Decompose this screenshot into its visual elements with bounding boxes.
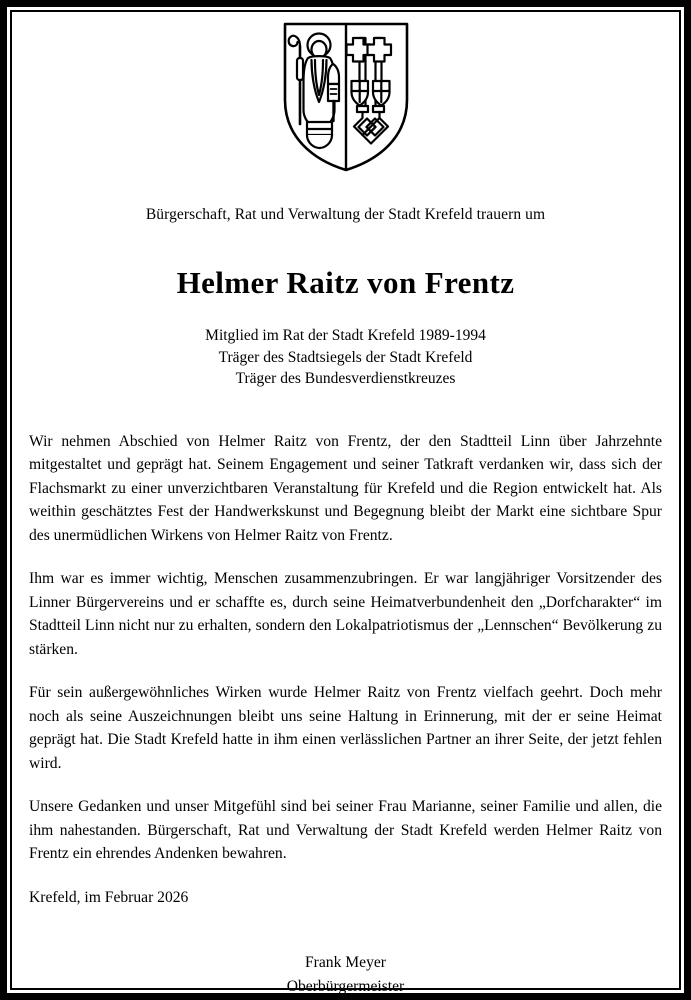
signatory-name: Frank Meyer	[305, 954, 386, 971]
crest-container	[29, 22, 662, 172]
krefeld-coat-of-arms-icon	[283, 22, 409, 172]
honors-list	[29, 325, 662, 390]
body-paragraph: Ihm war es immer wichtig, Menschen zusammenzubringen. Er war langjähriger Vorsitzender des Linner Bürgervereins und er schaffte es, durch seine Heimatverbundenheit den „Dorfcharakter“ im Stadtteil Linn nicht nur zu erhalten, sondern den Lokalpatriotismus der „Lennschen“ Bevölkerung zu stärken.	[29, 570, 662, 658]
signature-block	[29, 951, 662, 998]
honor-line: Mitglied im Rat der Stadt Krefeld 1989-1994	[205, 327, 486, 344]
honor-line: Träger des Stadtsiegels der Stadt Krefeld	[218, 348, 473, 366]
body-paragraph: Unsere Gedanken und unser Mitgefühl sind bei seiner Frau Marianne, seiner Familie und allen, die ihm nahestanden. Bürgerschaft, Rat und Verwaltung der Stadt Krefeld werden Helmer Raitz von Frentz ein ehrendes Andenken bewahren.	[29, 798, 662, 862]
lede-line: Bürgerschaft, Rat und Verwaltung der Stadt Krefeld trauern um	[145, 206, 546, 223]
body-text	[29, 430, 662, 910]
place-and-date: Krefeld, im Februar 2026	[29, 888, 189, 906]
honor-line: Träger des Bundesverdienstkreuzes	[235, 370, 456, 387]
notice-content	[12, 12, 679, 995]
body-paragraph: Wir nehmen Abschied von Helmer Raitz von Frentz, der den Stadtteil Linn über Jahrzehnte mitgestaltet und geprägt hat. Seinem Engagement und seiner Tatkraft verdanken wir, dass sich der Flachsmarkt zu einer unverzichtbaren Veranstaltung für Krefeld und die Region entwickelt hat. Als weithin geschätztes Fest der Handwerkskunst und Begegnung bleibt der Markt eine sichtbare Spur des unermüdlichen Wirkens von Helmer Raitz von Frentz.	[29, 432, 662, 544]
signatory-title: Oberbürgermeister	[286, 977, 405, 995]
body-paragraph: Für sein außergewöhnliches Wirken wurde Helmer Raitz von Frentz vielfach geehrt. Doch mehr noch als seine Auszeichnungen bleibt uns seine Haltung in Erinnerung, mit der er seine Heimat geprägt hat. Die Stadt Krefeld hatte in ihm einen verlässlichen Partner an ihrer Seite, der jetzt fehlen wird.	[29, 684, 662, 772]
deceased-name: Helmer Raitz von Frentz	[176, 265, 515, 300]
